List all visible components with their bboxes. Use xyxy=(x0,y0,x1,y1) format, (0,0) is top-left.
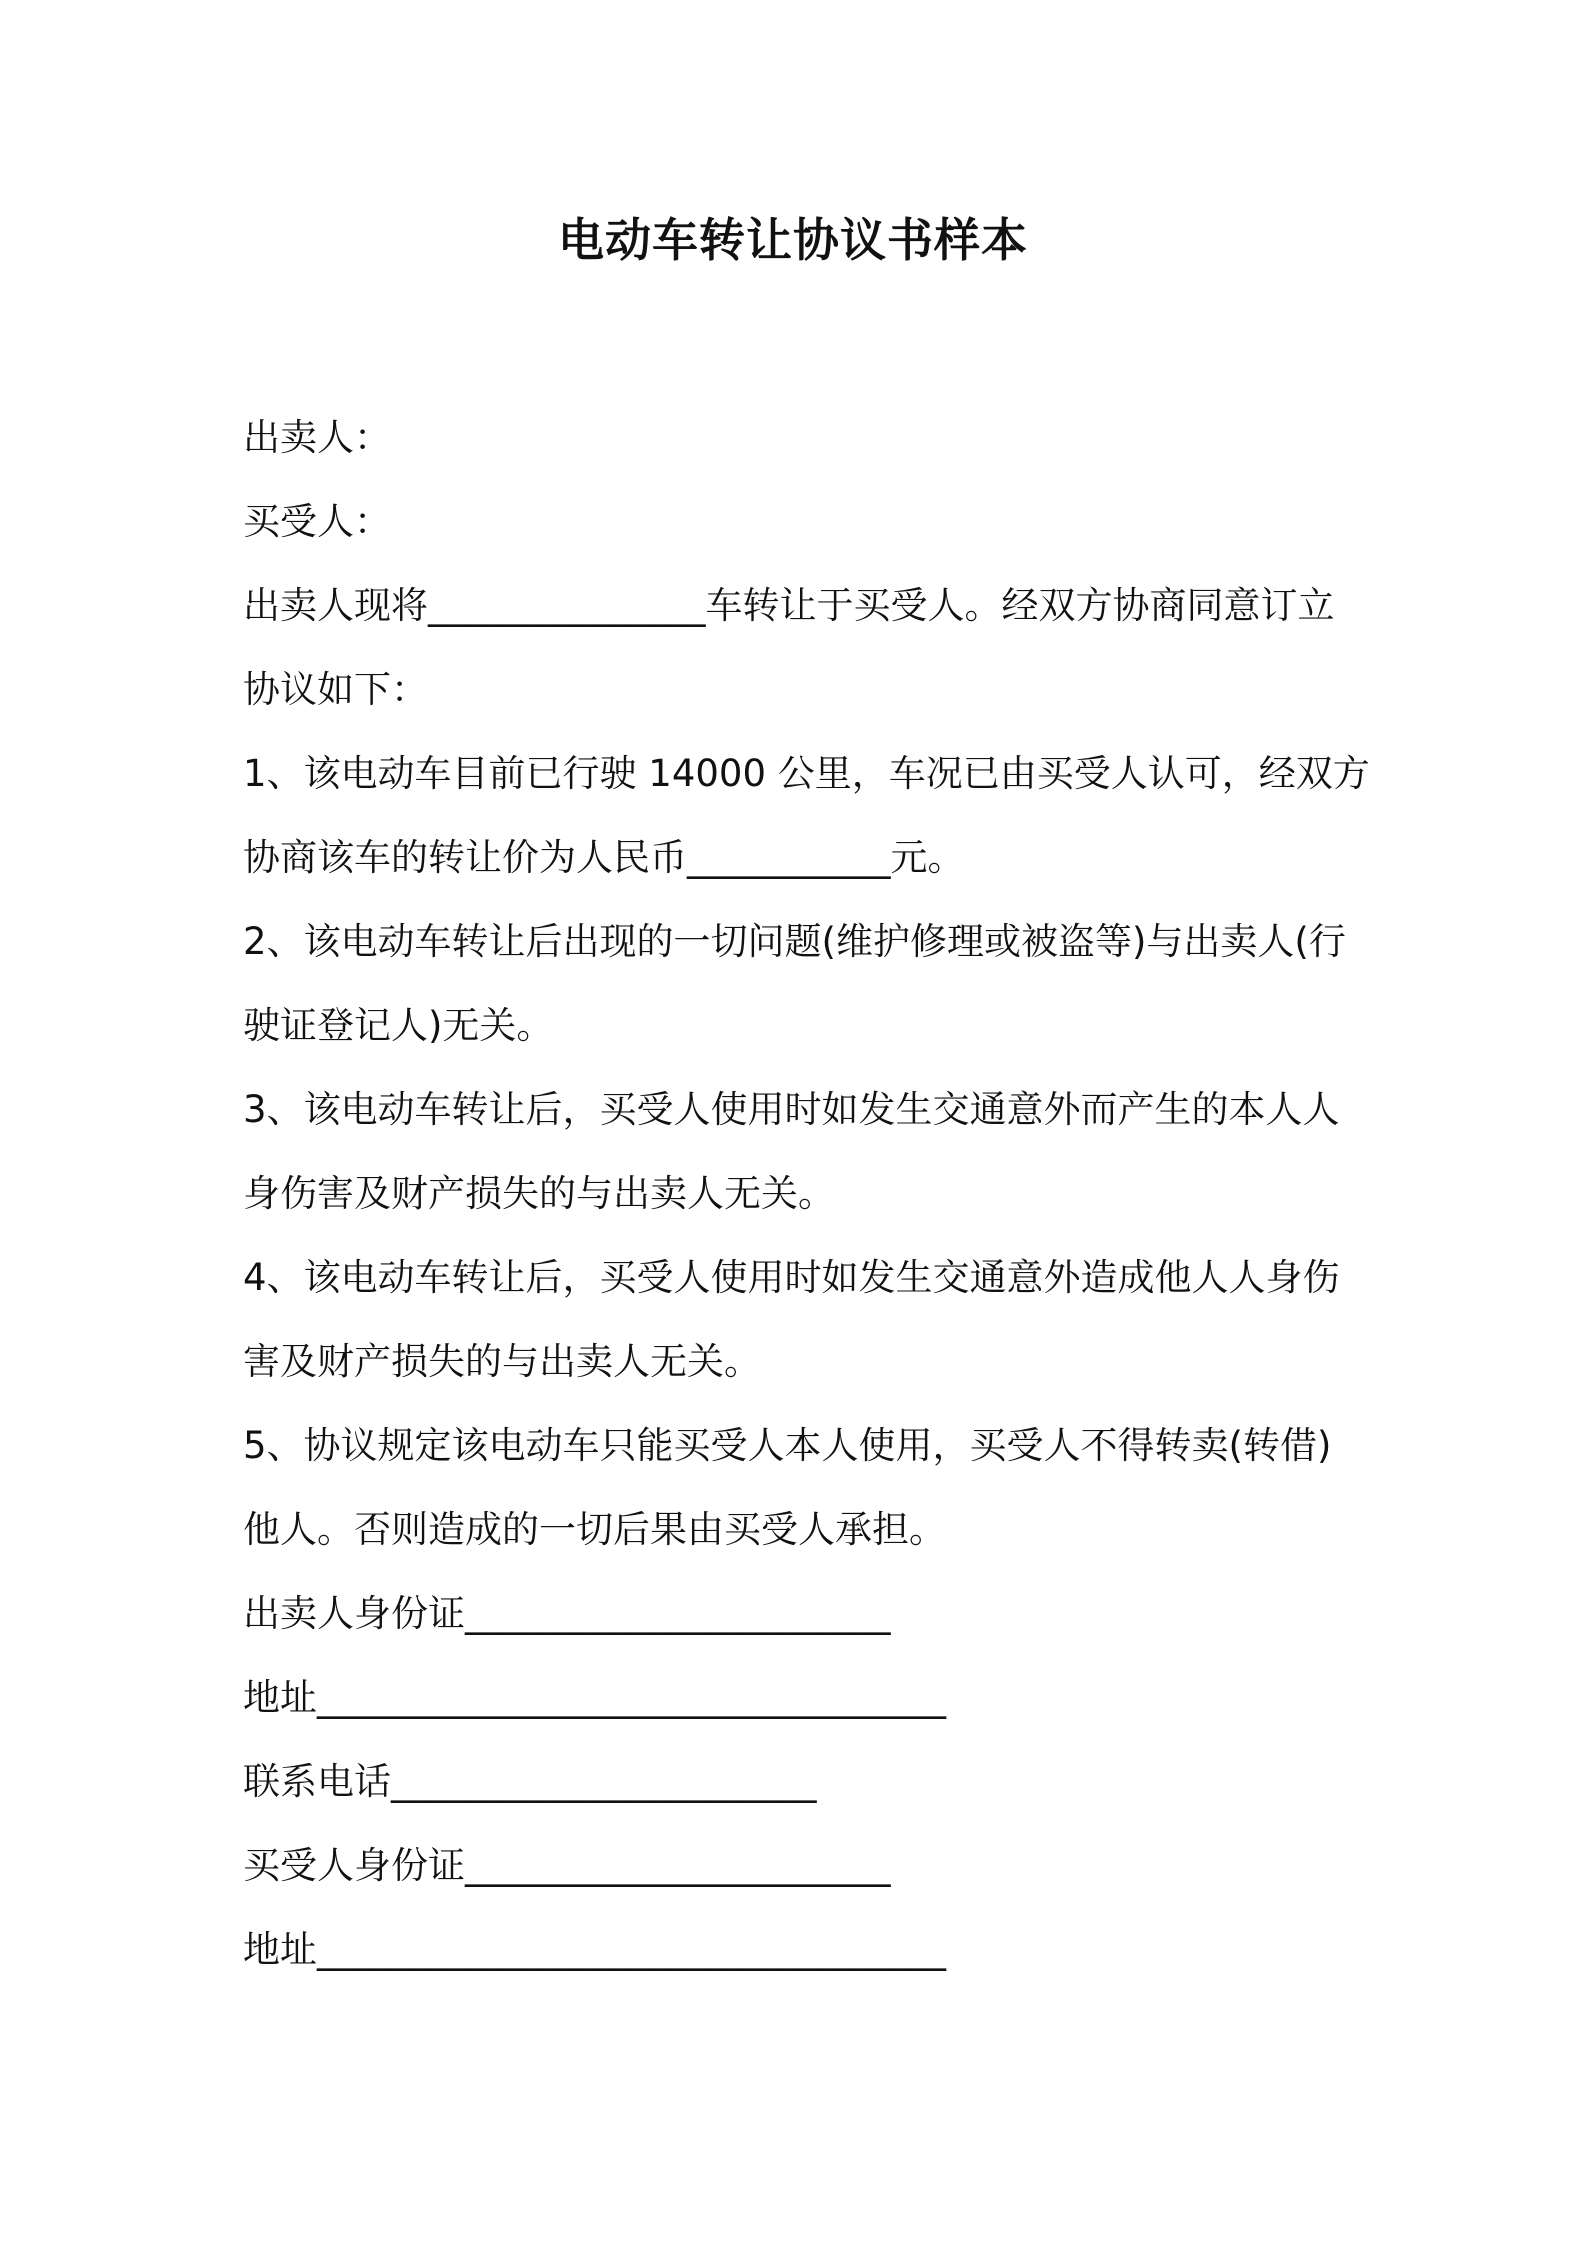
seller-address-line: 地址__________________________________ xyxy=(243,1676,946,1719)
clause-4-line-1: 4、该电动车转让后，买受人使用时如发生交通意外造成他人人身伤 xyxy=(243,1256,1340,1299)
clause-1-line-1: 1、该电动车目前已行驶 14000 公里，车况已由买受人认可，经双方 xyxy=(243,752,1370,795)
clause-3-line-1: 3、该电动车转让后，买受人使用时如发生交通意外而产生的本人人 xyxy=(243,1088,1340,1131)
clause-4-line-2: 害及财产损失的与出卖人无关。 xyxy=(243,1340,761,1383)
seller-line: 出卖人： xyxy=(243,416,391,459)
buyer-id-line: 买受人身份证_______________________ xyxy=(243,1844,891,1887)
buyer-address-line: 地址__________________________________ xyxy=(243,1928,946,1971)
buyer-line: 买受人： xyxy=(243,500,391,543)
seller-id-line: 出卖人身份证_______________________ xyxy=(243,1592,891,1635)
clause-2-line-1: 2、该电动车转让后出现的一切问题(维护修理或被盗等)与出卖人(行 xyxy=(243,920,1346,963)
document-title: 电动车转让协议书样本 xyxy=(558,213,1028,267)
clause-2-line-2: 驶证登记人)无关。 xyxy=(243,1004,554,1047)
clause-1-line-2: 协商该车的转让价为人民币___________元。 xyxy=(243,836,965,879)
clause-5-line-2: 他人。否则造成的一切后果由买受人承担。 xyxy=(243,1508,946,1551)
contact-phone-line: 联系电话_______________________ xyxy=(243,1760,817,1803)
clause-3-line-2: 身伤害及财产损失的与出卖人无关。 xyxy=(243,1172,835,1215)
intro-line-1: 出卖人现将_______________车转让于买受人。经双方协商同意订立 xyxy=(243,584,1335,627)
clause-5-line-1: 5、协议规定该电动车只能买受人本人使用，买受人不得转卖(转借) xyxy=(243,1424,1332,1467)
intro-line-2: 协议如下： xyxy=(243,668,428,711)
